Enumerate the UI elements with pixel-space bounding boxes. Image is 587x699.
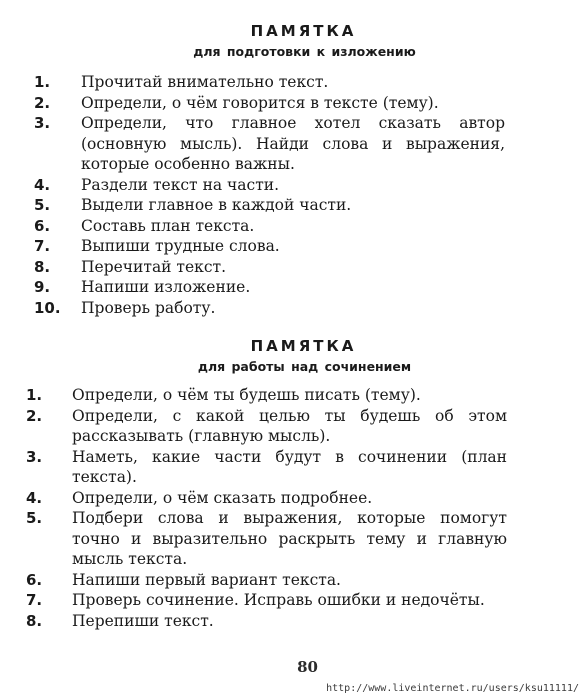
- item-text: Перепиши текст.: [72, 611, 214, 630]
- item-number: 4.: [26, 488, 43, 507]
- item-number: 3.: [34, 114, 51, 132]
- item-number: 5.: [26, 509, 43, 527]
- list-item: [0, 611, 587, 632]
- list-item: [0, 406, 587, 447]
- list-item: [0, 216, 587, 237]
- item-number: 2.: [34, 93, 51, 112]
- item-text: Подбери слова и выражения, которые помогут точно и выразительно раскрыть тему и главную мысль текста.: [72, 509, 507, 568]
- list-item: [0, 447, 587, 488]
- item-number: 8.: [34, 257, 51, 276]
- list-item: [0, 113, 587, 175]
- item-number: 4.: [34, 175, 51, 194]
- item-number: 9.: [34, 278, 51, 296]
- list-item: [0, 488, 587, 509]
- memo-steps-list: [0, 72, 587, 318]
- item-text: Перечитай текст.: [81, 257, 227, 276]
- item-text: Определи, о чём ты будешь писать (тему).: [72, 386, 421, 404]
- item-number: 8.: [26, 611, 43, 630]
- item-number: 1.: [26, 386, 43, 404]
- item-text: Прочитай внимательно текст.: [81, 73, 329, 91]
- list-item: [0, 570, 587, 591]
- item-text: Наметь, какие части будут в сочинении (план текста).: [72, 447, 507, 486]
- item-text: Напиши первый вариант текста.: [72, 570, 341, 589]
- item-text: Раздели текст на части.: [81, 175, 280, 194]
- item-text: Определи, что главное хотел сказать автор (основную мысль). Найди слова и выражения, которые особенно важны.: [81, 114, 505, 173]
- list-item: [0, 257, 587, 278]
- item-number: 3.: [26, 447, 43, 466]
- list-item: [0, 508, 587, 570]
- list-item: [0, 175, 587, 196]
- item-text: Проверь работу.: [81, 298, 216, 317]
- list-item: [0, 236, 587, 257]
- memo-title: ПАМЯТКА: [250, 22, 357, 40]
- item-number: 6.: [34, 216, 51, 235]
- list-item: [0, 298, 587, 319]
- list-item: [0, 385, 587, 406]
- item-text: Определи, о чём сказать подробнее.: [72, 488, 373, 507]
- item-text: Определи, с какой целью ты будешь об этом рассказывать (главную мысль).: [72, 406, 507, 445]
- item-text: Выдели главное в каждой части.: [81, 196, 352, 214]
- item-number: 10.: [34, 298, 61, 317]
- memo-subtitle: для подготовки к изложению: [193, 44, 416, 59]
- memo-preparation-for-summary: [0, 22, 587, 318]
- list-item: [0, 277, 587, 298]
- memo-composition-work: [0, 337, 587, 631]
- list-item: [0, 590, 587, 611]
- item-text: Напиши изложение.: [81, 278, 251, 296]
- list-item: [0, 195, 587, 216]
- page-number: 80: [297, 658, 318, 676]
- watermark-url: http://www.liveinternet.ru/users/ksu11111/: [326, 683, 579, 694]
- list-item: [0, 93, 587, 114]
- item-number: 7.: [34, 237, 51, 255]
- item-text: Проверь сочинение. Исправь ошибки и недочёты.: [72, 591, 485, 609]
- item-number: 2.: [26, 406, 43, 425]
- memo-subtitle: для работы над сочинением: [197, 359, 412, 374]
- memo-title: ПАМЯТКА: [250, 337, 357, 355]
- memo-steps-list: [0, 385, 587, 631]
- item-number: 1.: [34, 73, 51, 91]
- item-number: 5.: [34, 196, 51, 214]
- item-text: Составь план текста.: [81, 216, 255, 235]
- item-text: Выпиши трудные слова.: [81, 237, 280, 255]
- list-item: [0, 72, 587, 93]
- item-number: 6.: [26, 570, 43, 589]
- item-number: 7.: [26, 591, 43, 609]
- item-text: Определи, о чём говорится в тексте (тему).: [81, 93, 439, 112]
